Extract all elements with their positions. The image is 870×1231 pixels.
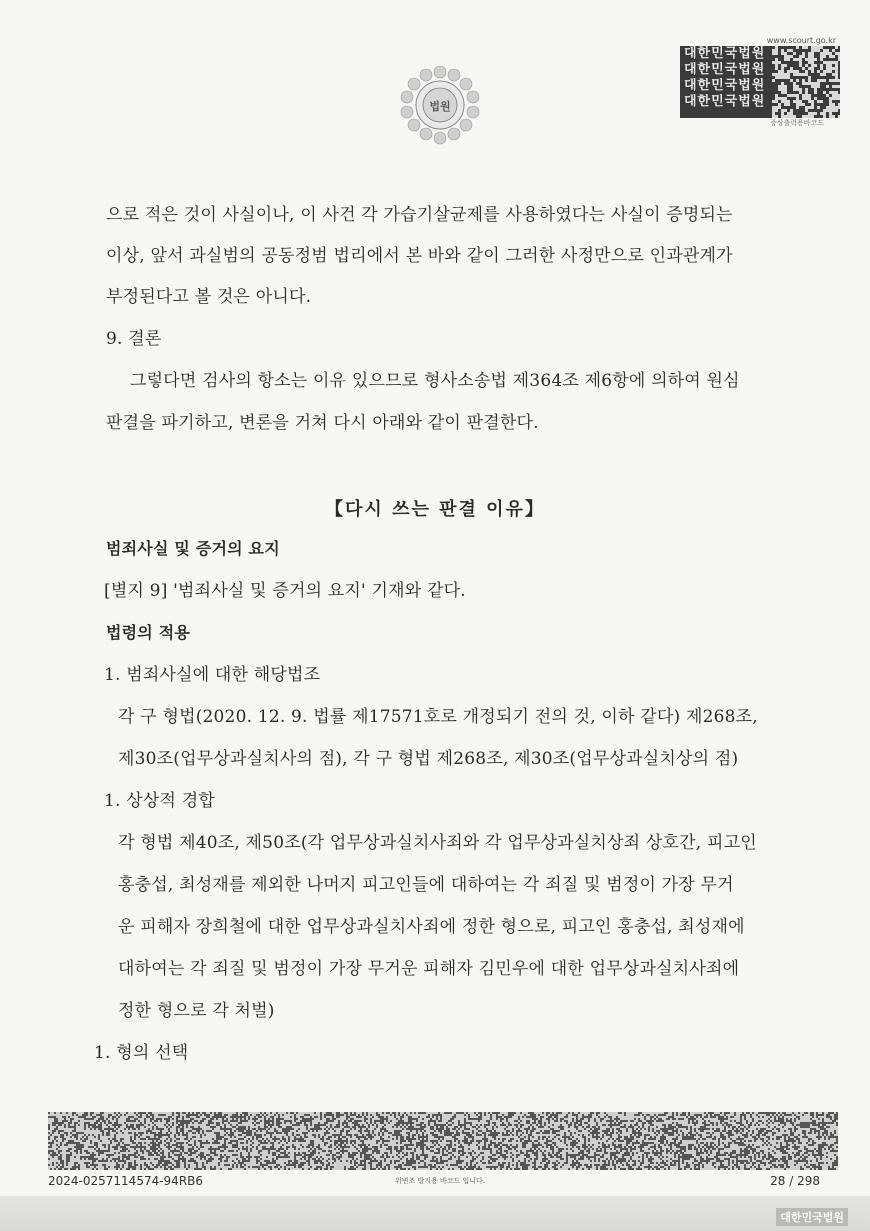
conclusion-heading: 9. 결론	[106, 329, 162, 349]
bottom-band	[0, 1196, 870, 1231]
barcode-note: 위변조 방지용 바코드 입니다.	[395, 1177, 486, 1185]
list-item: 1. 범죄사실에 대한 해당법조	[104, 665, 321, 685]
stamp-line: 대한민국법원	[684, 94, 766, 109]
list-item: 1. 상상적 경합	[104, 791, 215, 811]
facts-heading: 범죄사실 및 증거의 요지	[106, 539, 280, 558]
law-heading: 법령의 적용	[106, 623, 191, 642]
qr-code-icon	[772, 46, 840, 118]
document-id: 2024-0257114574-94RB6	[48, 1174, 204, 1188]
body-line: 그렇다면 검사의 항소는 이유 있으므로 형사소송법 제364조 제6항에 의하여 원심	[130, 371, 740, 391]
site-url: www.scourt.go.kr	[766, 36, 836, 45]
court-stamp	[680, 46, 840, 118]
emblem-label: 법원	[429, 100, 451, 113]
court-emblem-icon	[390, 60, 490, 150]
body-line: 정한 형으로 각 처벌)	[118, 1001, 275, 1021]
body-line: 운 피해자 장희철에 대한 업무상과실치사죄에 정한 형으로, 피고인 홍충섭, 최성재에	[118, 917, 745, 937]
qr-caption: 증상출력용바코드	[770, 119, 825, 127]
body-line: 제30조(업무상과실치사의 점), 각 구 형법 제268조, 제30조(업무상과실치상의 점)	[118, 749, 739, 769]
stamp-line: 대한민국법원	[684, 78, 766, 93]
body-line: 이상, 앞서 과실범의 공동정범 법리에서 본 바와 같이 그러한 사정만으로 인과관계가	[106, 246, 733, 266]
page-number: 28 / 298	[770, 1174, 820, 1188]
body-line: [별지 9] '범죄사실 및 증거의 요지' 기재와 같다.	[104, 581, 466, 601]
court-mark: 대한민국법원	[776, 1208, 848, 1226]
section-title: 【다시 쓰는 판결 이유】	[325, 499, 545, 520]
body-line: 으로 적은 것이 사실이나, 이 사건 각 가습기살균제를 사용하였다는 사실이 증명되는	[106, 205, 733, 225]
body-line: 홍충섭, 최성재를 제외한 나머지 피고인들에 대하여는 각 죄질 및 범정이 가장 무거	[118, 875, 734, 895]
body-line: 부정된다고 볼 것은 아니다.	[106, 287, 312, 307]
body-line: 각 구 형법(2020. 12. 9. 법률 제17571호로 개정되기 전의 것, 이하 같다) 제268조,	[118, 707, 758, 727]
stamp-line: 대한민국법원	[684, 62, 766, 77]
anti-forgery-barcode-icon	[48, 1112, 838, 1170]
stamp-line: 대한민국법원	[684, 46, 766, 61]
body-line: 판결을 파기하고, 변론을 거쳐 다시 아래와 같이 판결한다.	[106, 413, 539, 433]
body-line: 각 형법 제40조, 제50조(각 업무상과실치사죄와 각 업무상과실치상죄 상호간, 피고인	[118, 833, 757, 853]
body-line: 대하여는 각 죄질 및 범정이 가장 무거운 피해자 김민우에 대한 업무상과실치사죄에	[118, 959, 740, 979]
list-item: 1. 형의 선택	[94, 1043, 189, 1063]
